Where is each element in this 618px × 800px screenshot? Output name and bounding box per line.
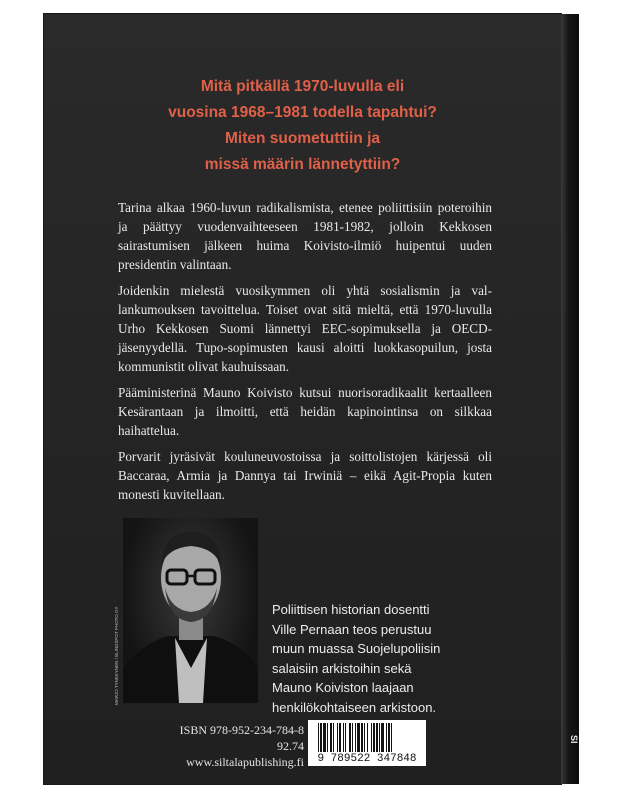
- classification-code: 92.74: [277, 739, 304, 753]
- photo-credit: MARJO TYNKKYNEN / BLINDSPOT PHOTO OY: [114, 606, 119, 705]
- barcode-bar: [381, 723, 384, 752]
- barcode-bar: [367, 723, 368, 752]
- barcode-bar: [330, 723, 332, 752]
- barcode-bar: [361, 723, 363, 752]
- headline: [44, 74, 561, 178]
- barcode-bar: [345, 723, 346, 752]
- blurb-paragraph: Porvarit jyräsivät kouluneuvostoissa ja soittolistojen kärjessä oli Baccaraa, Armia ja Dannya tai Irwiniä – eikä Agit-Propia kuten monesti kuvitellaan.: [118, 449, 492, 502]
- barcode-bar: [343, 723, 344, 752]
- headline-line: Miten suometuttiin ja: [225, 130, 380, 147]
- barcode: [308, 720, 426, 766]
- barcode-bars-icon: [308, 720, 426, 754]
- barcode-bar: [376, 723, 378, 752]
- barcode-bar: [357, 723, 360, 752]
- book-spine: [561, 14, 579, 784]
- author-bio-line: Mauno Koiviston laajaan: [272, 680, 414, 695]
- author-bio: [272, 600, 492, 717]
- barcode-bar: [339, 723, 341, 752]
- barcode-bar: [373, 723, 375, 752]
- headline-line: missä määrin lännetyttiin?: [204, 156, 401, 173]
- barcode-bar: [364, 723, 365, 752]
- barcode-bar: [349, 723, 351, 752]
- author-bio-line: Ville Pernaan teos perustuu: [272, 621, 432, 637]
- publisher-website: www.siltalapublishing.fi: [186, 755, 304, 769]
- author-bio-line: Poliittisen historian dosentti: [272, 602, 430, 617]
- barcode-number: 9 789522 347848: [317, 753, 417, 765]
- author-bio-line: henkilökohtaiseen arkistoon.: [272, 699, 437, 715]
- author-portrait-icon: [123, 518, 258, 703]
- publication-info: [170, 722, 304, 770]
- barcode-bar: [386, 723, 387, 752]
- barcode-bar: [337, 723, 338, 752]
- headline-line: vuosina 1968–1981 todella tapahtui?: [168, 104, 437, 121]
- barcode-bar: [391, 723, 392, 752]
- blurb-text: [118, 198, 492, 511]
- barcode-bar: [333, 723, 334, 752]
- author-bio-line: salaisiin arkistoihin sekä: [272, 660, 412, 676]
- barcode-bar: [318, 723, 319, 752]
- author-photo: [123, 518, 258, 703]
- author-bio-line: muun muassa Suojelupoliisin: [272, 641, 441, 656]
- barcode-bar: [323, 723, 326, 752]
- barcode-bar: [320, 723, 322, 752]
- barcode-bar: [371, 723, 372, 752]
- barcode-bar: [352, 723, 353, 752]
- barcode-bar: [379, 723, 380, 752]
- isbn: ISBN 978-952-234-784-8: [179, 723, 304, 737]
- barcode-bar: [388, 723, 390, 752]
- blurb-paragraph: Joidenkin mielestä vuosikymmen oli yhtä sosialismin ja vallankumouksen tavoittelua. Toiset ovat sitä mieltä, että 1970-luvulla Urho Kekkosen Suomi lännettyi EEC-sopimuksella ja OECD-jäsenyydellä. Tupo-sopimusten kausi aloitti luokkasopuilun, josta kommunistit olivat kauhuissaan.: [118, 283, 492, 374]
- blurb-paragraph: Tarina alkaa 1960-luvun radikalismista, etenee poliittisiin poteroihin ja päättyy vuodenvaihteeseen 1981-1982, jolloin Kekkosen sairastumisen jälkeen huima Koivisto-ilmiö huipentui uuden presidentin valintaan.: [118, 200, 492, 272]
- spine-label: SI: [569, 735, 579, 744]
- blurb-paragraph: Pääministerinä Mauno Koivisto kutsui nuorisoradikaalit kertaalleen Kesärantaan ja ilmoitti, että heidän kapinointinsa on silkkaa haihattelua.: [118, 385, 492, 438]
- headline-line: Mitä pitkällä 1970-luvulla eli: [200, 78, 405, 95]
- barcode-bar: [327, 723, 328, 752]
- barcode-bar: [355, 723, 356, 752]
